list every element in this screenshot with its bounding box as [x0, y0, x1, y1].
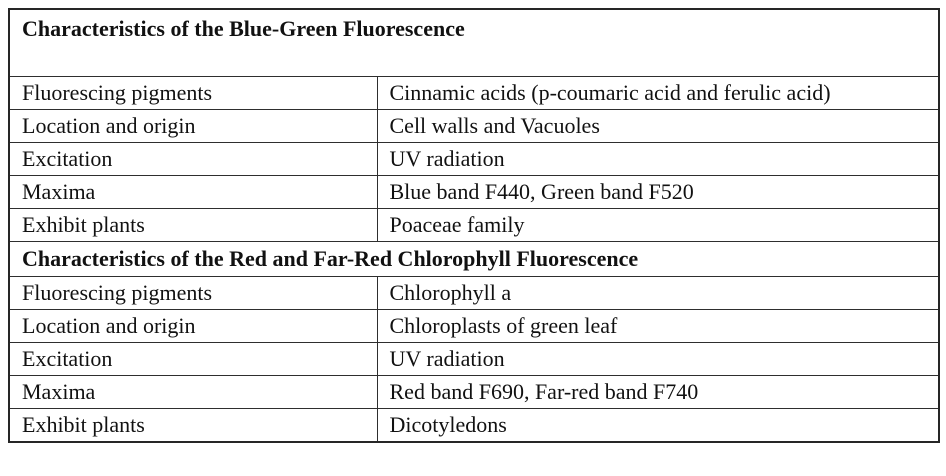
- row-value: Chloroplasts of green leaf: [377, 310, 939, 343]
- table-row: [9, 143, 939, 176]
- row-value: Poaceae family: [377, 209, 939, 242]
- table-row: [9, 176, 939, 209]
- row-label: Exhibit plants: [9, 409, 377, 443]
- table-row: [9, 110, 939, 143]
- row-value: UV radiation: [377, 143, 939, 176]
- table-row: [9, 376, 939, 409]
- row-label: Location and origin: [9, 310, 377, 343]
- table-row: [9, 310, 939, 343]
- row-label: Location and origin: [9, 110, 377, 143]
- section-header-row: [9, 9, 939, 77]
- row-label: Excitation: [9, 143, 377, 176]
- row-value: Blue band F440, Green band F520: [377, 176, 939, 209]
- row-label: Exhibit plants: [9, 209, 377, 242]
- row-value: Red band F690, Far-red band F740: [377, 376, 939, 409]
- row-label: Fluorescing pigments: [9, 77, 377, 110]
- row-label: Maxima: [9, 176, 377, 209]
- row-label: Fluorescing pigments: [9, 277, 377, 310]
- row-value: Cell walls and Vacuoles: [377, 110, 939, 143]
- fluorescence-characteristics-table: [8, 8, 940, 443]
- row-value: Dicotyledons: [377, 409, 939, 443]
- section-header: Characteristics of the Red and Far-Red Chlorophyll Fluorescence: [9, 242, 939, 277]
- row-value: Cinnamic acids (p-coumaric acid and ferulic acid): [377, 77, 939, 110]
- row-label: Excitation: [9, 343, 377, 376]
- table-row: [9, 277, 939, 310]
- table-row: [9, 209, 939, 242]
- row-value: UV radiation: [377, 343, 939, 376]
- table-row: [9, 77, 939, 110]
- section-header-row: [9, 242, 939, 277]
- table-row: [9, 409, 939, 443]
- row-value: Chlorophyll a: [377, 277, 939, 310]
- row-label: Maxima: [9, 376, 377, 409]
- table-row: [9, 343, 939, 376]
- section-header: Characteristics of the Blue-Green Fluorescence: [9, 9, 939, 77]
